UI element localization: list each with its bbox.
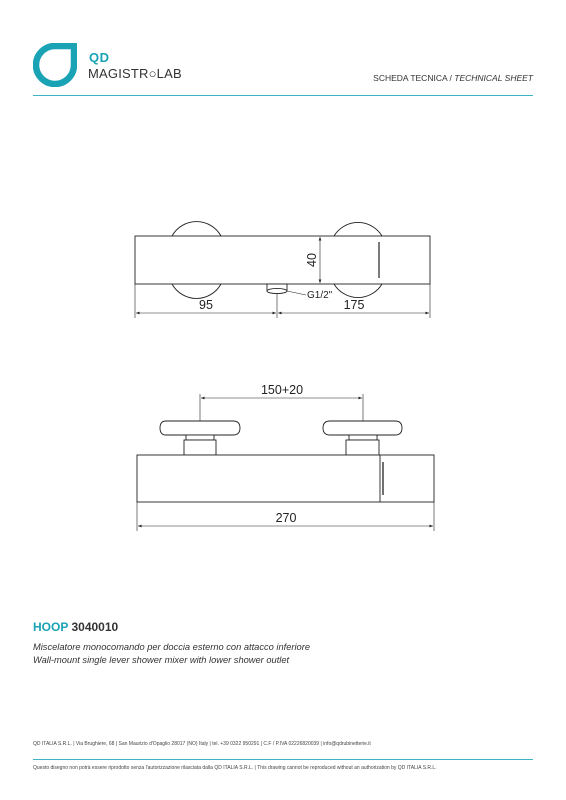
right-handle-outline-bottom <box>334 284 382 298</box>
thread-leader <box>287 291 306 295</box>
right-lever-hub <box>346 440 379 455</box>
sheet-title-en: TECHNICAL SHEET <box>454 73 533 83</box>
left-lever-stem <box>186 435 214 440</box>
product-name: HOOP <box>33 620 69 634</box>
right-lever-stem <box>349 435 377 440</box>
top-body <box>135 236 430 284</box>
product-code: 3040010 <box>71 620 119 634</box>
dim-label-150-20: 150+20 <box>260 383 304 397</box>
outlet-nut <box>267 288 287 293</box>
left-handle-outline-bottom <box>172 284 221 298</box>
dim-label-40: 40 <box>305 253 319 267</box>
left-handle-outline <box>172 222 221 236</box>
brand-name: MAGISTR○LAB <box>88 66 182 81</box>
product-description-it: Miscelatore monocomando per doccia esterno con attacco inferiore <box>33 642 310 652</box>
brand-qd: QD <box>89 50 110 65</box>
thread-label: G1/2" <box>307 290 333 301</box>
left-lever-hub <box>184 440 216 455</box>
sheet-title-it: SCHEDA TECNICA <box>373 73 448 83</box>
left-lever <box>160 421 240 435</box>
copyright-disclaimer: Questo disegno non potrà essere riprodotto senza l'autorizzazione rilasciata dalla QD ITALIA S.R.L. | This drawing cannot be reproduced without an authorization by QD ITALIA S.R.L. <box>33 765 437 771</box>
product-title <box>33 620 118 634</box>
dim-label-95: 95 <box>199 298 213 312</box>
front-body <box>137 455 434 502</box>
dim-label-175: 175 <box>343 298 365 312</box>
sheet-title-separator: / <box>447 73 455 83</box>
company-info: QD ITALIA S.R.L. | Via Brughiere, 68 | San Maurizio d'Opaglio 28017 (NO) Italy | tel. +39 0322 950291 | C.F / P.IVA 02226820039 | info@qdrubinetterie.it <box>33 741 371 747</box>
product-description-en: Wall-mount single lever shower mixer with lower shower outlet <box>33 655 290 665</box>
top-view <box>135 222 430 318</box>
right-handle-outline <box>334 222 382 236</box>
dim-label-270: 270 <box>275 511 297 525</box>
right-lever <box>323 421 402 435</box>
footer-divider <box>33 759 533 760</box>
